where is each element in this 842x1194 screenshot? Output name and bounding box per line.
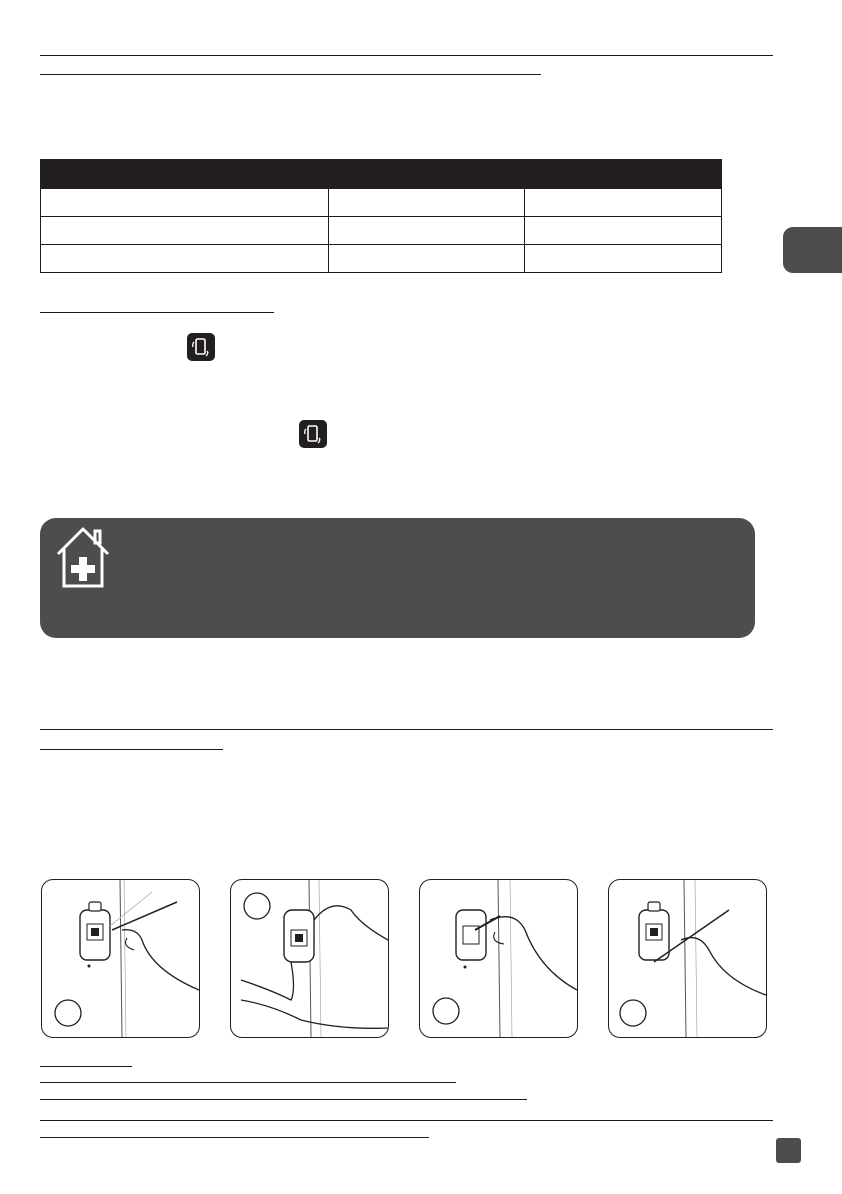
table-cell: [41, 217, 329, 245]
phone-rotate-icon: [299, 420, 327, 448]
table-row: [41, 245, 722, 273]
illustration-step-press-sensor: [230, 879, 389, 1038]
house-medical-cross-icon: [52, 524, 114, 588]
caption-underline: [40, 1082, 456, 1083]
illustration-step-clean-swab: [608, 879, 767, 1038]
notice-banner: [40, 518, 755, 638]
spec-table: [40, 159, 722, 273]
table-row: [41, 217, 722, 245]
illustration-step-insert-strip: [419, 879, 578, 1038]
table-header-cell: [41, 160, 329, 189]
table-cell: [525, 189, 722, 217]
table-header-cell: [525, 160, 722, 189]
heading-rule-underline: [40, 74, 541, 75]
caption-underline: [40, 1137, 429, 1138]
illustration-step-apply-swab: [41, 879, 200, 1038]
section-rule-underline: [40, 749, 223, 750]
table-cell: [329, 245, 525, 273]
caption-rule: [40, 1120, 773, 1121]
caption-underline: [40, 1066, 132, 1067]
section-rule: [40, 729, 773, 730]
subheading-underline: [40, 312, 274, 313]
table-cell: [41, 245, 329, 273]
table-cell: [41, 189, 329, 217]
table-header-row: [41, 160, 722, 189]
phone-rotate-icon: [187, 333, 215, 361]
section-tab: [783, 227, 842, 273]
table-cell: [329, 189, 525, 217]
table-cell: [525, 245, 722, 273]
table-cell: [329, 217, 525, 245]
caption-underline: [40, 1099, 527, 1100]
table-cell: [525, 217, 722, 245]
table-header-cell: [329, 160, 525, 189]
page-number-badge: [776, 1138, 801, 1163]
heading-rule-top: [40, 55, 773, 56]
table-row: [41, 189, 722, 217]
